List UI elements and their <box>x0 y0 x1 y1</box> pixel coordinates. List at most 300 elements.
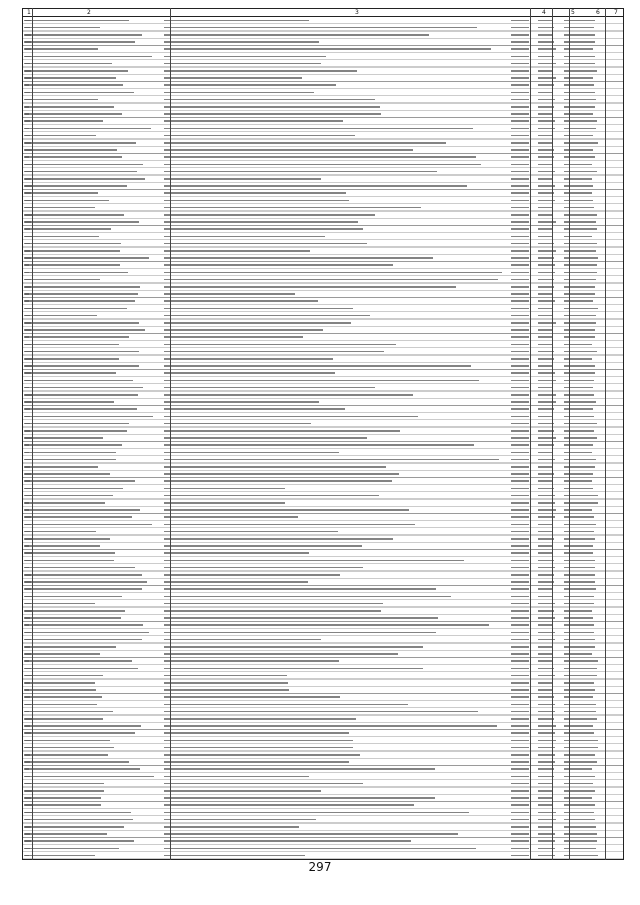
cell-text-stroke <box>25 344 119 346</box>
cell-text-stroke <box>538 660 553 662</box>
cell-text-stroke <box>511 236 529 238</box>
cell-text-stroke <box>164 660 339 662</box>
cell-text-stroke <box>164 552 309 554</box>
cell-text-stroke <box>164 502 285 504</box>
cell-text-stroke <box>164 689 289 691</box>
cell-text-stroke <box>164 92 314 94</box>
cell-text-stroke <box>511 538 529 540</box>
cell-text-stroke <box>25 495 113 497</box>
cell-text-stroke <box>164 192 346 194</box>
cell-text-stroke <box>25 207 95 209</box>
cell-text-stroke <box>164 509 409 511</box>
cell-text-stroke <box>511 768 529 770</box>
cell-text-stroke <box>511 812 529 814</box>
cell-text-stroke <box>164 221 358 223</box>
cell-text-stroke <box>25 552 115 554</box>
cell-text-stroke <box>25 156 122 158</box>
cell-text-stroke <box>25 783 104 785</box>
cell-text-stroke <box>25 848 119 850</box>
cell-text-stroke <box>164 243 367 245</box>
cell-text-stroke <box>164 444 474 446</box>
cell-text-stroke <box>164 207 421 209</box>
cell-text-stroke <box>25 401 114 403</box>
cell-text-stroke <box>164 776 309 778</box>
cell-text-stroke <box>25 286 140 288</box>
column-number-5: 5 <box>571 9 575 16</box>
cell-text-stroke <box>511 272 529 274</box>
cell-text-stroke <box>538 214 552 216</box>
cell-text-stroke <box>511 552 529 554</box>
cell-text-stroke <box>164 696 340 698</box>
column-number-7: 7 <box>614 9 618 16</box>
cell-text-stroke <box>25 826 124 828</box>
cell-text-stroke <box>538 812 556 814</box>
cell-text-stroke <box>25 437 103 439</box>
cell-text-stroke <box>511 106 529 108</box>
cell-text-stroke <box>25 531 96 533</box>
cell-text-stroke <box>164 754 360 756</box>
cell-text-stroke <box>164 833 458 835</box>
cell-text-stroke <box>164 308 353 310</box>
cell-text-stroke <box>25 293 138 295</box>
cell-text-stroke <box>511 344 529 346</box>
cell-text-stroke <box>511 848 529 850</box>
cell-text-stroke <box>164 63 321 65</box>
cell-text-stroke <box>511 617 529 619</box>
cell-text-stroke <box>25 200 109 202</box>
cell-text-stroke <box>25 365 139 367</box>
cell-text-stroke <box>25 135 96 137</box>
cell-text-stroke <box>538 401 556 403</box>
cell-text-stroke <box>538 797 553 799</box>
cell-text-stroke <box>164 149 413 151</box>
cell-text-stroke <box>538 308 552 310</box>
cell-text-stroke <box>25 660 132 662</box>
cell-text-stroke <box>511 668 529 670</box>
cell-text-stroke <box>511 761 529 763</box>
cell-text-stroke <box>25 740 110 742</box>
cell-text-stroke <box>25 588 142 590</box>
cell-text-stroke <box>538 466 553 468</box>
cell-text-stroke <box>511 488 529 490</box>
cell-text-stroke <box>538 689 553 691</box>
cell-text-stroke <box>538 178 552 180</box>
cell-text-stroke <box>538 20 553 22</box>
cell-text-stroke <box>164 797 435 799</box>
cell-text-stroke <box>511 804 529 806</box>
cell-text-stroke <box>164 250 310 252</box>
cell-text-stroke <box>25 646 116 648</box>
cell-text-stroke <box>511 56 529 58</box>
cell-text-stroke <box>511 286 529 288</box>
cell-text-stroke <box>25 581 147 583</box>
cell-text-stroke <box>164 164 481 166</box>
cell-text-stroke <box>164 401 319 403</box>
cell-text-stroke <box>25 99 98 101</box>
cell-text-stroke <box>511 732 529 734</box>
cell-text-stroke <box>164 272 502 274</box>
cell-text-stroke <box>511 279 529 281</box>
cell-text-stroke <box>164 545 362 547</box>
cell-text-stroke <box>164 315 370 317</box>
cell-text-stroke <box>25 444 122 446</box>
cell-text-stroke <box>511 214 529 216</box>
cell-text-stroke <box>25 617 121 619</box>
cell-text-stroke <box>164 380 479 382</box>
cell-text-stroke <box>511 596 529 598</box>
cell-text-stroke <box>164 639 321 641</box>
cell-text-stroke <box>25 264 120 266</box>
cell-text-stroke <box>164 574 340 576</box>
cell-text-stroke <box>511 243 529 245</box>
cell-text-stroke <box>538 480 552 482</box>
cell-text-stroke <box>164 142 446 144</box>
cell-text-stroke <box>164 236 325 238</box>
cell-text-stroke <box>511 207 529 209</box>
cell-text-stroke <box>511 300 529 302</box>
cell-text-stroke <box>164 358 333 360</box>
cell-text-stroke <box>25 632 149 634</box>
cell-text-stroke <box>164 452 339 454</box>
cell-text-stroke <box>25 164 143 166</box>
cell-text-stroke <box>25 682 95 684</box>
cell-text-stroke <box>538 624 553 626</box>
cell-text-stroke <box>164 20 309 22</box>
cell-text-stroke <box>164 214 375 216</box>
cell-text-stroke <box>511 192 529 194</box>
cell-text-stroke <box>25 675 103 677</box>
cell-text-stroke <box>511 63 529 65</box>
cell-text-stroke <box>25 243 121 245</box>
cell-text-stroke <box>511 264 529 266</box>
cell-text-stroke <box>538 92 553 94</box>
cell-text-stroke <box>25 689 96 691</box>
cell-text-stroke <box>164 675 287 677</box>
cell-text-stroke <box>538 236 553 238</box>
cell-text-stroke <box>164 372 335 374</box>
cell-text-stroke <box>164 178 321 180</box>
cell-text-stroke <box>511 639 529 641</box>
cell-text-stroke <box>511 365 529 367</box>
cell-text-stroke <box>511 408 529 410</box>
cell-text-stroke <box>25 214 124 216</box>
cell-text-stroke <box>164 848 476 850</box>
cell-text-stroke <box>538 315 553 317</box>
cell-text-stroke <box>25 596 122 598</box>
cell-text-stroke <box>538 34 552 36</box>
cell-text-stroke <box>164 387 375 389</box>
cell-text-stroke <box>164 768 435 770</box>
cell-text-stroke <box>164 466 386 468</box>
cell-text-stroke <box>25 610 125 612</box>
cell-text-stroke <box>538 142 553 144</box>
cell-text-stroke <box>538 394 556 396</box>
cell-text-stroke <box>164 711 478 713</box>
cell-text-stroke <box>511 257 529 259</box>
cell-text-stroke <box>25 257 149 259</box>
cell-text-stroke <box>164 423 311 425</box>
cell-text-stroke <box>538 48 556 50</box>
cell-text-stroke <box>164 408 345 410</box>
cell-text-stroke <box>164 812 469 814</box>
cell-text-stroke <box>511 826 529 828</box>
cell-text-stroke <box>511 495 529 497</box>
cell-text-stroke <box>538 646 552 648</box>
cell-text-stroke <box>511 336 529 338</box>
cell-text-stroke <box>164 740 353 742</box>
cell-text-stroke <box>25 754 108 756</box>
cell-text-stroke <box>25 63 112 65</box>
cell-text-stroke <box>164 704 408 706</box>
cell-text-stroke <box>164 84 336 86</box>
cell-text-stroke <box>511 502 529 504</box>
cell-text-stroke <box>511 754 529 756</box>
column-divider <box>552 8 553 860</box>
cell-text-stroke <box>25 372 116 374</box>
cell-text-stroke <box>25 452 116 454</box>
cell-text-stroke <box>538 221 556 223</box>
cell-text-stroke <box>25 192 98 194</box>
cell-text-stroke <box>25 423 129 425</box>
cell-text-stroke <box>25 351 139 353</box>
cell-text-stroke <box>511 524 529 526</box>
cell-text-stroke <box>164 581 308 583</box>
cell-text-stroke <box>511 682 529 684</box>
cell-text-stroke <box>511 696 529 698</box>
cell-text-stroke <box>511 423 529 425</box>
cell-text-stroke <box>25 732 135 734</box>
cell-text-stroke <box>25 430 127 432</box>
cell-text-stroke <box>25 92 134 94</box>
cell-text-stroke <box>511 711 529 713</box>
cell-text-stroke <box>164 531 338 533</box>
cell-text-stroke <box>25 236 99 238</box>
cell-text-stroke <box>164 300 318 302</box>
cell-text-stroke <box>511 588 529 590</box>
cell-text-stroke <box>511 20 529 22</box>
cell-text-stroke <box>25 185 127 187</box>
cell-text-stroke <box>164 257 433 259</box>
cell-text-stroke <box>25 300 135 302</box>
cell-text-stroke <box>511 221 529 223</box>
cell-text-stroke <box>511 401 529 403</box>
cell-text-stroke <box>164 106 380 108</box>
cell-text-stroke <box>164 732 349 734</box>
cell-text-stroke <box>538 531 552 533</box>
cell-text-stroke <box>511 545 529 547</box>
cell-text-stroke <box>25 70 128 72</box>
cell-text-stroke <box>164 351 384 353</box>
cell-text-stroke <box>164 855 305 857</box>
column-divider <box>569 8 570 860</box>
column-divider <box>605 8 606 860</box>
cell-text-stroke <box>164 538 393 540</box>
cell-text-stroke <box>25 142 136 144</box>
cell-text-stroke <box>25 77 116 79</box>
cell-text-stroke <box>538 228 552 230</box>
cell-text-stroke <box>164 826 299 828</box>
cell-text-stroke <box>164 293 295 295</box>
cell-text-stroke <box>511 358 529 360</box>
cell-text-stroke <box>164 725 497 727</box>
cell-text-stroke <box>25 790 104 792</box>
cell-text-stroke <box>164 567 363 569</box>
cell-text-stroke <box>164 430 400 432</box>
cell-text-stroke <box>511 632 529 634</box>
cell-text-stroke <box>511 660 529 662</box>
cell-text-stroke <box>164 322 351 324</box>
cell-text-stroke <box>25 653 100 655</box>
cell-text-stroke <box>511 142 529 144</box>
cell-text-stroke <box>511 84 529 86</box>
column-number-2: 2 <box>87 9 91 16</box>
cell-text-stroke <box>25 761 129 763</box>
cell-text-stroke <box>164 27 477 29</box>
cell-text-stroke <box>164 804 414 806</box>
cell-text-stroke <box>25 120 103 122</box>
cell-text-stroke <box>164 156 476 158</box>
cell-text-stroke <box>25 250 120 252</box>
cell-text-stroke <box>25 473 110 475</box>
cell-text-stroke <box>25 329 145 331</box>
cell-text-stroke <box>25 718 103 720</box>
cell-text-stroke <box>511 48 529 50</box>
cell-text-stroke <box>164 624 489 626</box>
cell-text-stroke <box>25 221 139 223</box>
cell-text-stroke <box>511 653 529 655</box>
cell-text-stroke <box>164 279 498 281</box>
cell-text-stroke <box>164 682 288 684</box>
cell-text-stroke <box>511 99 529 101</box>
cell-text-stroke <box>25 668 138 670</box>
cell-text-stroke <box>164 200 349 202</box>
cell-text-stroke <box>25 804 101 806</box>
cell-text-stroke <box>538 653 553 655</box>
cell-text-stroke <box>164 171 437 173</box>
cell-text-stroke <box>511 574 529 576</box>
cell-text-stroke <box>164 473 399 475</box>
column-divider <box>530 8 531 860</box>
cell-text-stroke <box>164 790 321 792</box>
cell-text-stroke <box>164 113 381 115</box>
cell-text-stroke <box>511 531 529 533</box>
cell-text-stroke <box>164 228 363 230</box>
cell-text-stroke <box>511 725 529 727</box>
cell-text-stroke <box>164 185 467 187</box>
cell-text-stroke <box>25 315 97 317</box>
cell-text-stroke <box>511 603 529 605</box>
cell-text-stroke <box>511 459 529 461</box>
cell-text-stroke <box>25 516 132 518</box>
cell-text-stroke <box>164 480 392 482</box>
cell-text-stroke <box>25 488 123 490</box>
cell-text-stroke <box>164 459 499 461</box>
cell-text-stroke <box>25 833 107 835</box>
cell-text-stroke <box>25 34 142 36</box>
cell-text-stroke <box>25 113 122 115</box>
column-divider <box>32 8 33 860</box>
cell-text-stroke <box>164 34 429 36</box>
cell-text-stroke <box>511 437 529 439</box>
cell-text-stroke <box>164 70 357 72</box>
cell-text-stroke <box>511 480 529 482</box>
cell-text-stroke <box>511 351 529 353</box>
cell-text-stroke <box>511 430 529 432</box>
cell-text-stroke <box>511 394 529 396</box>
cell-text-stroke <box>25 747 114 749</box>
cell-text-stroke <box>164 617 438 619</box>
cell-text-stroke <box>25 545 100 547</box>
cell-text-stroke <box>164 416 418 418</box>
cell-text-stroke <box>164 437 367 439</box>
cell-text-stroke <box>25 394 138 396</box>
cell-text-stroke <box>538 77 556 79</box>
cell-text-stroke <box>511 171 529 173</box>
cell-text-stroke <box>25 812 131 814</box>
cell-text-stroke <box>538 164 553 166</box>
cell-text-stroke <box>538 365 552 367</box>
cell-text-stroke <box>511 790 529 792</box>
cell-text-stroke <box>511 416 529 418</box>
cell-text-stroke <box>538 437 556 439</box>
cell-text-stroke <box>164 761 349 763</box>
cell-text-stroke <box>511 228 529 230</box>
cell-text-stroke <box>511 581 529 583</box>
cell-text-stroke <box>25 603 95 605</box>
cell-text-stroke <box>511 610 529 612</box>
cell-text-stroke <box>511 293 529 295</box>
cell-text-stroke <box>25 524 152 526</box>
cell-text-stroke <box>511 329 529 331</box>
cell-text-stroke <box>538 682 553 684</box>
cell-text-stroke <box>511 855 529 857</box>
register-table <box>22 8 624 860</box>
cell-text-stroke <box>511 797 529 799</box>
cell-text-stroke <box>164 560 464 562</box>
cell-text-stroke <box>25 574 142 576</box>
cell-text-stroke <box>25 696 102 698</box>
cell-text-stroke <box>538 70 553 72</box>
cell-text-stroke <box>164 840 411 842</box>
cell-text-stroke <box>25 459 116 461</box>
cell-text-stroke <box>511 135 529 137</box>
cell-text-stroke <box>511 185 529 187</box>
cell-text-stroke <box>25 20 129 22</box>
cell-text-stroke <box>25 538 110 540</box>
cell-text-stroke <box>25 725 141 727</box>
cell-text-stroke <box>25 128 151 130</box>
cell-text-stroke <box>511 783 529 785</box>
cell-text-stroke <box>25 416 153 418</box>
cell-text-stroke <box>538 207 552 209</box>
cell-text-stroke <box>511 776 529 778</box>
column-number-row <box>22 8 624 17</box>
cell-text-stroke <box>511 164 529 166</box>
cell-text-stroke <box>538 596 552 598</box>
cell-text-stroke <box>164 365 471 367</box>
cell-text-stroke <box>511 315 529 317</box>
cell-text-stroke <box>25 106 114 108</box>
cell-text-stroke <box>25 27 100 29</box>
cell-text-stroke <box>164 596 451 598</box>
column-number-1: 1 <box>27 9 31 16</box>
cell-text-stroke <box>538 63 556 65</box>
cell-text-stroke <box>25 336 129 338</box>
cell-text-stroke <box>25 408 137 410</box>
cell-text-stroke <box>25 509 140 511</box>
cell-text-stroke <box>511 77 529 79</box>
cell-text-stroke <box>538 452 553 454</box>
